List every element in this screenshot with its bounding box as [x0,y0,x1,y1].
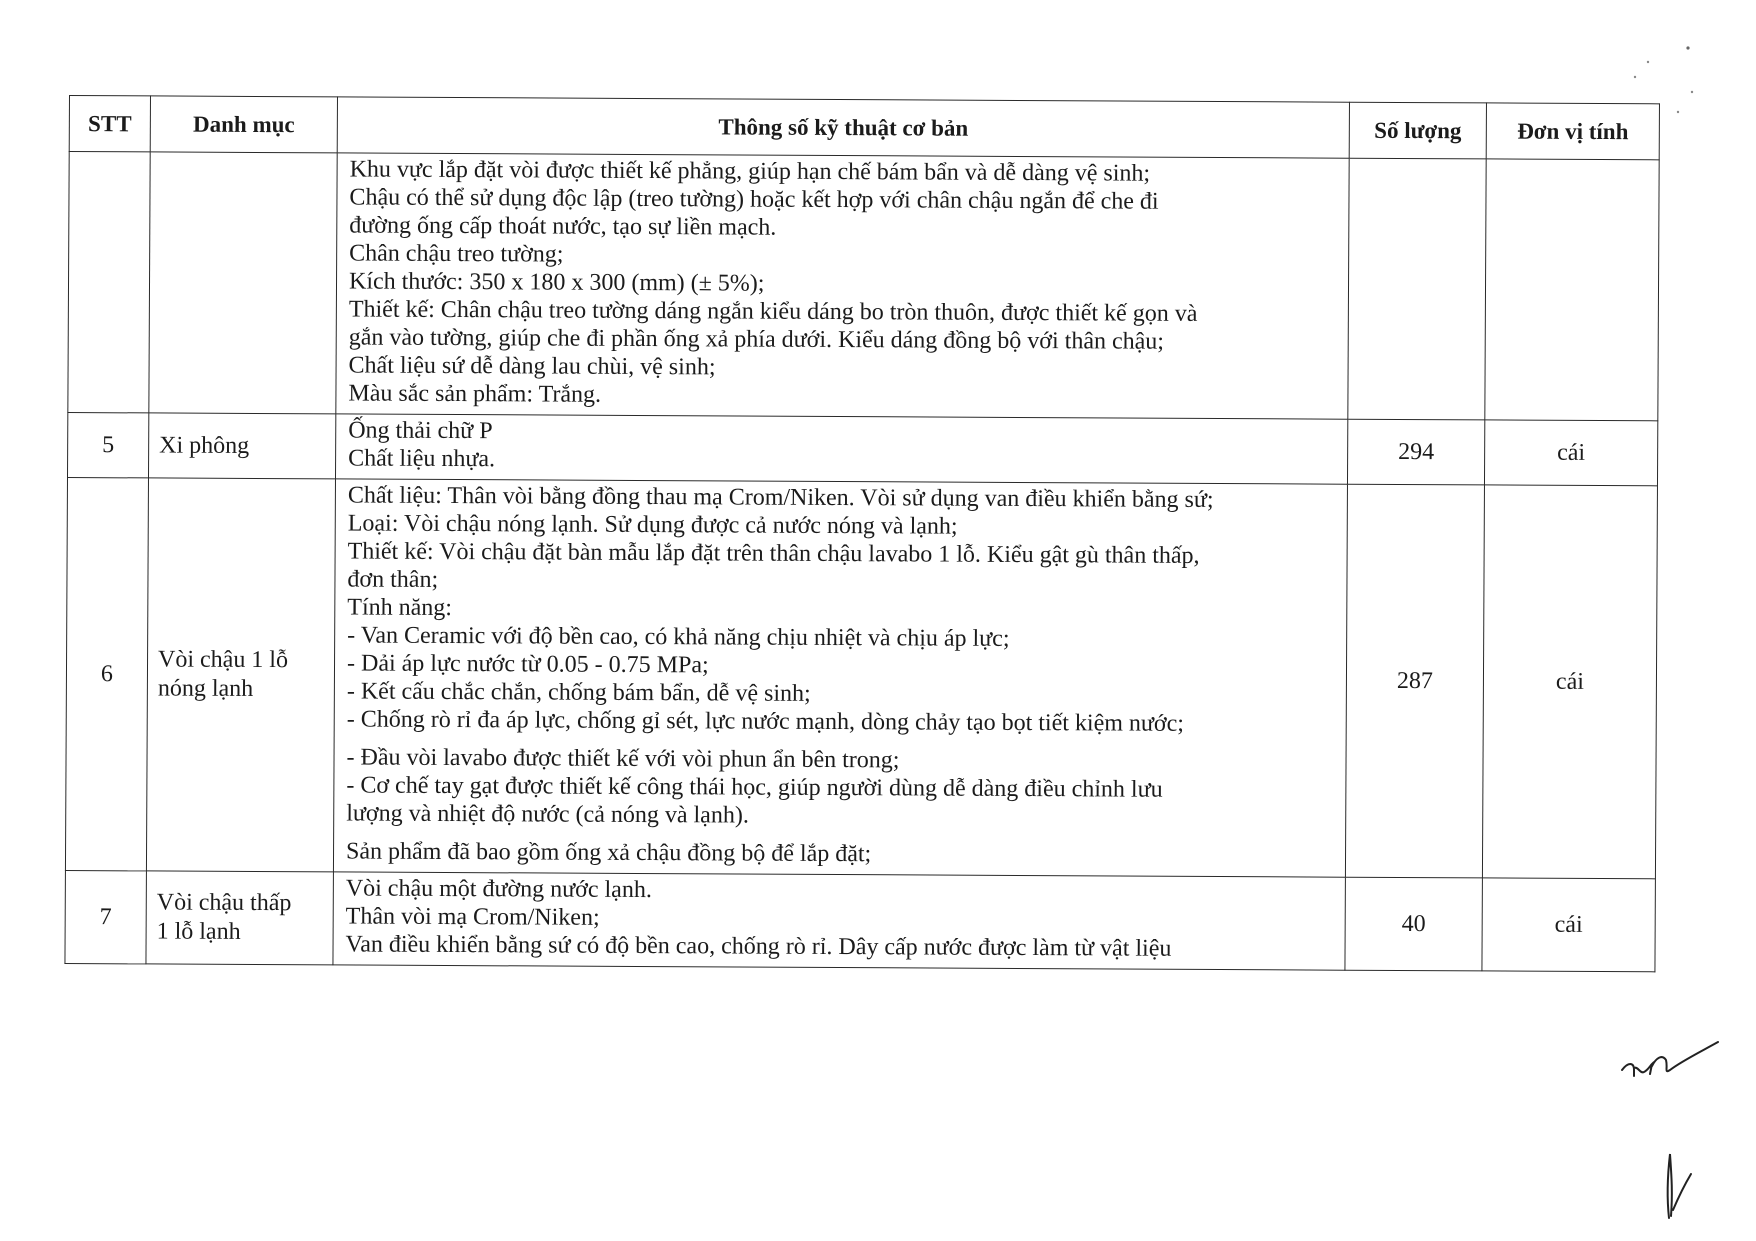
spec-line: Màu sắc sản phẩm: Trắng. [348,380,602,408]
spec-line: Chậu có thể sử dụng độc lập (treo tường) hoặc kết hợp với chân chậu ngắn để che đi [349,184,1159,215]
header-unit: Đơn vị tính [1486,103,1659,160]
item-name [149,152,337,414]
spec-line: - Van Ceramic với độ bền cao, có khả năng chịu nhiệt và chịu áp lực; [347,622,1010,652]
spec-line: đường ống cấp thoát nước, tạo sự liền mạch. [349,212,777,241]
spec-line: - Đầu vòi lavabo được thiết kế với vòi phun ẩn bên trong; [346,744,900,774]
spec-line: Chất liệu sứ dễ dàng lau chùi, vệ sinh; [348,352,716,381]
item-unit: cái [1482,878,1655,972]
table-row [67,412,1657,485]
item-spec [336,153,1349,419]
header-qty: Số lượng [1349,102,1486,159]
item-name [146,871,333,965]
item-spec [335,414,1347,484]
item-unit [1485,159,1659,421]
table-row [65,477,1657,878]
spec-line: - Kết cấu chắc chắn, chống bám bẩn, dễ vệ sinh; [346,678,811,707]
item-quantity: 40 [1345,877,1482,971]
item-name [148,413,335,479]
spec-line: Kích thước: 350 x 180 x 300 (mm) (± 5%); [348,268,765,297]
spec-line: Thiết kế: Chân chậu treo tường dáng ngắn kiểu dáng bo tròn thuôn, được thiết kế gọn và [348,296,1198,327]
item-quantity [1348,158,1486,420]
spec-line: Chất liệu: Thân vòi bằng đồng thau mạ Crom/Niken. Vòi sử dụng van điều khiển bằng sứ; [347,482,1214,513]
item-name-line: 1 lỗ lạnh [156,918,241,945]
header-spec: Thông số kỹ thuật cơ bản [337,97,1349,158]
item-name-line: nóng lạnh [157,675,254,702]
scan-specks [1630,40,1730,120]
table-row [68,152,1659,421]
spec-line: - Cơ chế tay gạt được thiết kế công thái học, giúp người dùng dễ dàng điều chỉnh lưu [346,772,1163,803]
item-spec [333,872,1345,970]
spec-line: Chân chậu treo tường; [349,240,564,268]
spec-line: Vòi chậu một đường nước lạnh. [345,875,652,904]
spec-line: Sản phẩm đã bao gồm ống xả chậu đồng bộ để lắp đặt; [345,838,872,868]
item-name-line: Vòi chậu 1 lỗ [157,646,289,674]
item-name-line: Xi phông [159,431,250,459]
spec-line: đơn thân; [347,566,439,593]
spec-line: Loại: Vòi chậu nóng lạnh. Sử dụng được cả nước nóng và lạnh; [347,510,958,540]
header-stt: STT [69,96,150,152]
item-quantity: 294 [1347,419,1484,485]
row-number: 5 [67,412,148,477]
spec-line: Thiết kế: Vòi chậu đặt bàn mẫu lắp đặt trên thân chậu lavabo 1 lỗ. Kiểu gật gù thân thấp, [347,538,1200,569]
spec-line: Van điều khiển bằng sứ có độ bền cao, chống rò rỉ. Dây cấp nước được làm từ vật liệu [345,931,1172,962]
row-number: 7 [65,870,146,963]
header-name: Danh mục [150,96,337,153]
spec-line: lượng và nhiệt độ nước (cả nóng và lạnh). [346,800,749,829]
item-spec [333,479,1347,877]
item-unit: cái [1484,420,1657,486]
table-row [65,870,1655,971]
spec-line: - Dải áp lực nước từ 0.05 - 0.75 MPa; [346,650,709,679]
spec-line: Tính năng: [347,594,453,622]
item-name-line: Vòi chậu thấp [156,889,292,917]
table-body [65,152,1659,972]
spec-line: Khu vực lắp đặt vòi được thiết kế phẳng, giúp hạn chế bám bẩn và dễ dàng vệ sinh; [349,156,1151,187]
header-row [69,96,1659,160]
row-number: 6 [65,477,148,870]
spec-line: gắn vào tường, giúp che đi phần ống xả phía dưới. Kiểu dáng đồng bộ với thân chậu; [348,324,1165,355]
signature-initials [1620,1040,1720,1080]
spec-line: Ống thải chữ P [348,417,493,445]
spec-table [64,95,1660,972]
signature-mark [1655,1150,1695,1220]
item-quantity: 287 [1345,484,1484,878]
item-unit: cái [1482,485,1657,879]
spec-line: Thân vòi mạ Crom/Niken; [345,903,600,931]
spec-line: Chất liệu nhựa. [348,445,496,473]
row-number [68,152,150,413]
item-name [146,478,335,872]
spec-line: - Chống rò rỉ đa áp lực, chống gỉ sét, lực nước mạnh, dòng chảy tạo bọt tiết kiệm nước; [346,706,1185,737]
